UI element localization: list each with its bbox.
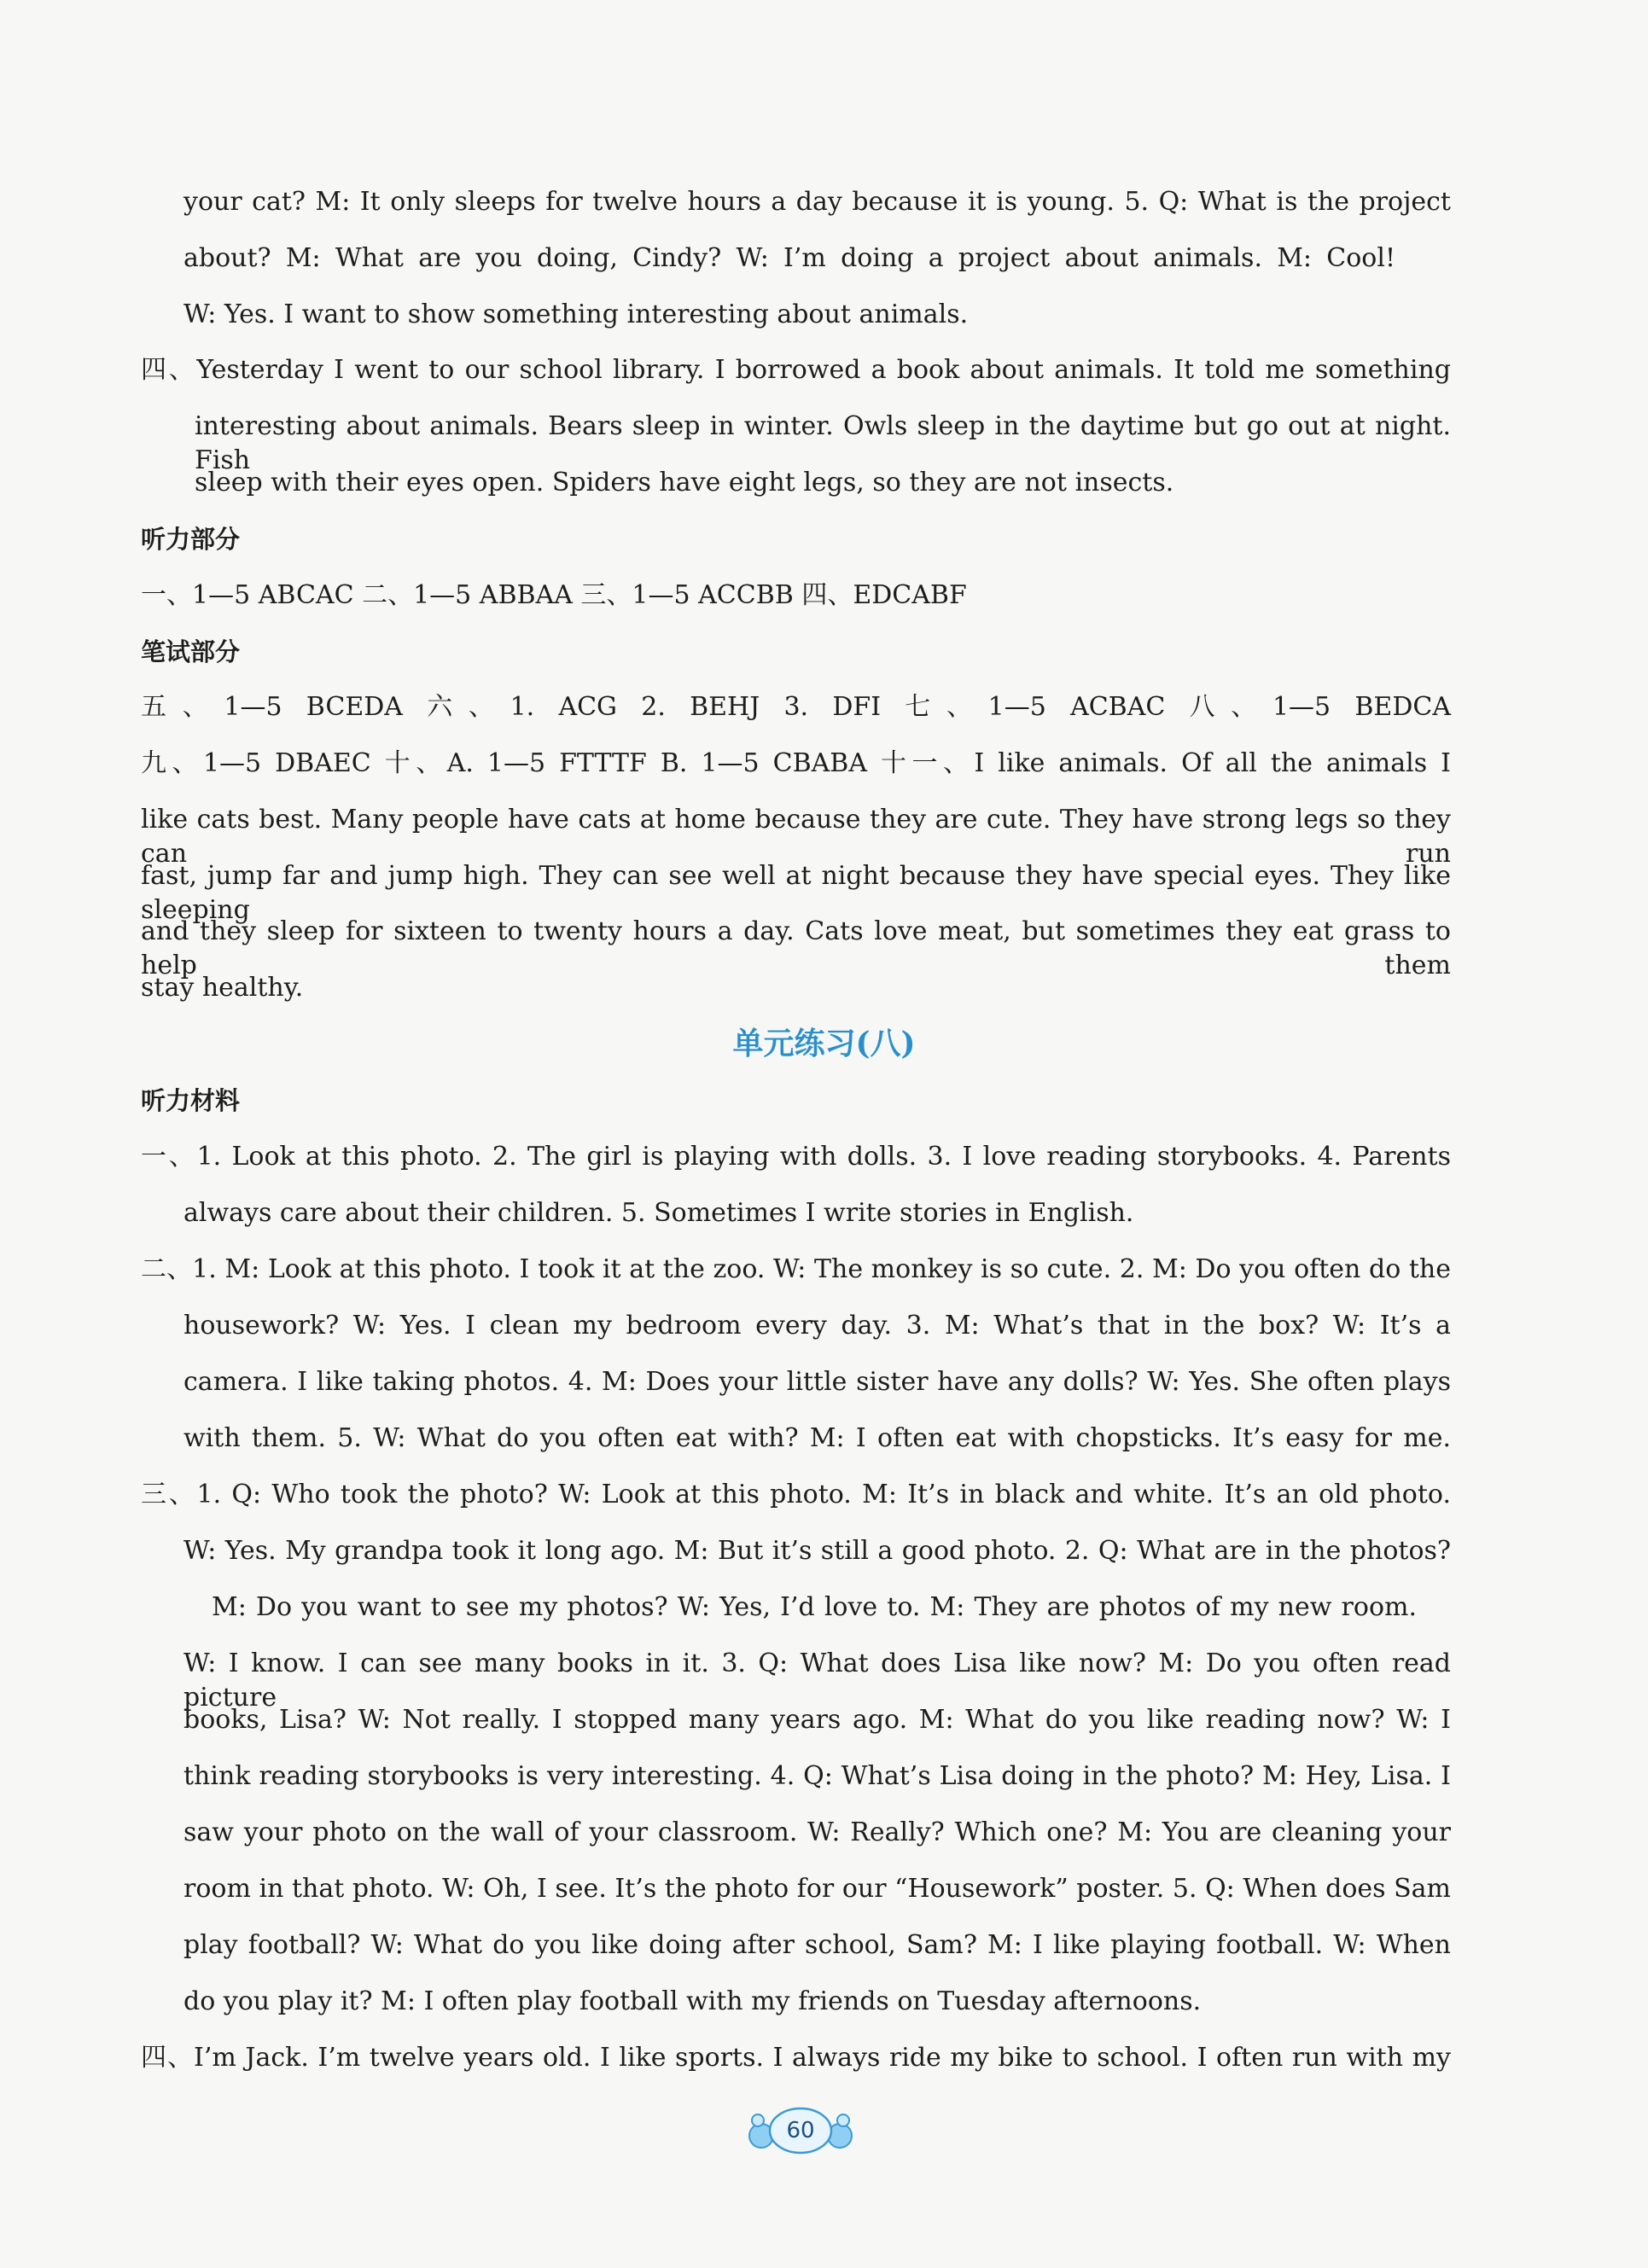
text-line: 四、Yesterday I went to our school library. I borrowed a book about animals. It told me something [141, 355, 1451, 385]
text-line: 三、1. Q: Who took the photo? W: Look at this photo. M: It’s in black and white. It’s an old photo. [141, 1480, 1451, 1509]
text-line: your cat? M: It only sleeps for twelve hours a day because it is young. 5. Q: What is the project [183, 187, 1451, 217]
text-line: do you play it? M: I often play football with my friends on Tuesday afternoons. [183, 1986, 1202, 2016]
text-line: 一、1. Look at this photo. 2. The girl is playing with dolls. 3. I love reading storybooks. 4. Parents [141, 1142, 1451, 1172]
text-line: 四、I’m Jack. I’m twelve years old. I like sports. I always ride my bike to school. I often run with my [141, 2043, 1451, 2073]
text-line: camera. I like taking photos. 4. M: Does your little sister have any dolls? W: Yes. She often plays [183, 1367, 1451, 1397]
text-line: about? M: What are you doing, Cindy? W: I’m doing a project about animals. M: Cool! [183, 243, 1395, 273]
text-line: W: Yes. My grandpa took it long ago. M: But it’s still a good photo. 2. Q: What are in the photos? [183, 1536, 1451, 1566]
answer-line: 一、1—5 ABCAC 二、1—5 ABBAA 三、1—5 ACCBB 四、EDCABF [141, 580, 967, 610]
text-line: always care about their children. 5. Sometimes I write stories in English. [183, 1198, 1134, 1228]
text-line: 二、1. M: Look at this photo. I took it at the zoo. W: The monkey is so cute. 2. M: Do you often do the [141, 1254, 1451, 1284]
section-heading-listening: 听力部分 [141, 525, 241, 554]
text-line: fast, jump far and jump high. They can see well at night because they have special eyes. They like sleeping [141, 861, 1451, 925]
section-heading-written: 笔试部分 [141, 637, 241, 666]
section-heading-listening-material: 听力材料 [141, 1086, 241, 1115]
text-line: and they sleep for sixteen to twenty hours a day. Cats love meat, but sometimes they eat grass to help them [141, 916, 1451, 980]
text-line: with them. 5. W: What do you often eat with? M: I often eat with chopsticks. It’s easy for me. [183, 1423, 1451, 1453]
text-line: W: Yes. I want to show something interesting about animals. [183, 299, 969, 329]
unit-title: 单元练习(八) [732, 1026, 916, 1061]
text-line: stay healthy. [141, 973, 304, 1003]
text-line: play football? W: What do you like doing after school, Sam? M: I like playing football. W: When [183, 1930, 1451, 1960]
text-line: think reading storybooks is very interesting. 4. Q: What’s Lisa doing in the photo? M: Hey, Lisa. I [183, 1761, 1451, 1791]
answer-line: 九、1—5 DBAEC 十、A. 1—5 FTTTF B. 1—5 CBABA 十一、I like animals. Of all the animals I [141, 748, 1451, 778]
text-line: interesting about animals. Bears sleep in winter. Owls sleep in the daytime but go out at night. Fish [195, 411, 1451, 475]
text-line: M: Do you want to see my photos? W: Yes, I’d love to. M: They are photos of my new room. [212, 1592, 1417, 1622]
text-line: books, Lisa? W: Not really. I stopped many years ago. M: What do you like reading now? W: I [183, 1705, 1451, 1735]
text-line: W: I know. I can see many books in it. 3. Q: What does Lisa like now? M: Do you often read picture [183, 1649, 1451, 1713]
text-line: saw your photo on the wall of your classroom. W: Really? Which one? M: You are cleaning your [183, 1817, 1451, 1847]
text-line: room in that photo. W: Oh, I see. It’s the photo for our “Housework” poster. 5. Q: When does Sam [183, 1874, 1451, 1904]
page-number: 60 [786, 2118, 815, 2143]
answer-line: 五、1—5 BCEDA 六、1. ACG 2. BEHJ 3. DFI 七、1—5 ACBAC 八、1—5 BEDCA [141, 692, 1451, 722]
text-line: housework? W: Yes. I clean my bedroom every day. 3. M: What’s that in the box? W: It’s a [183, 1311, 1451, 1340]
text-line: like cats best. Many people have cats at home because they are cute. They have strong legs so they can run [141, 805, 1451, 869]
text-line: sleep with their eyes open. Spiders have eight legs, so they are not insects. [195, 468, 1174, 497]
